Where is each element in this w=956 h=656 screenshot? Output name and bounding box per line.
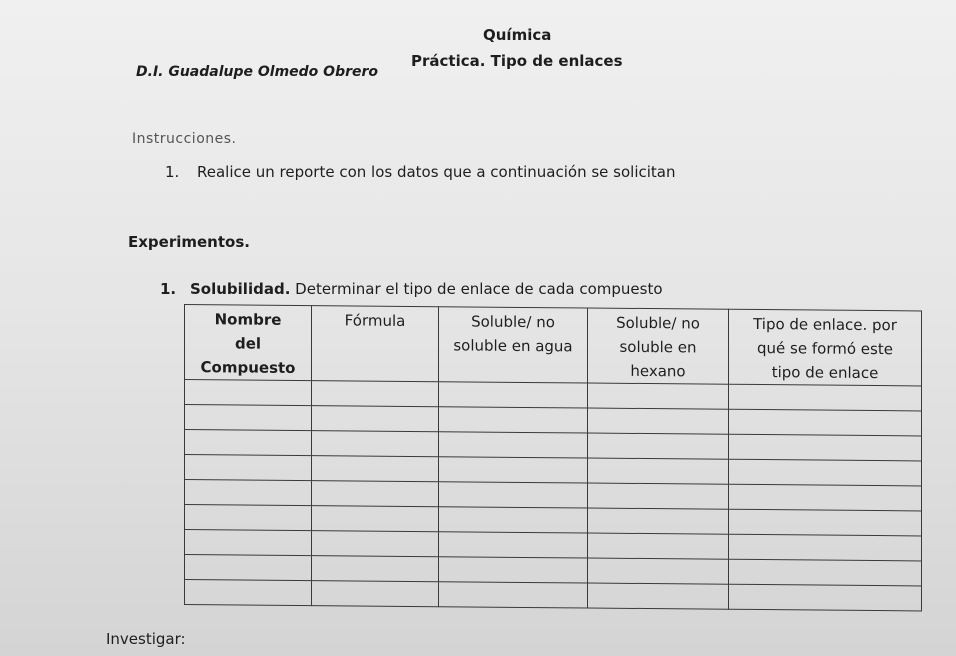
table-cell[interactable]	[588, 583, 729, 609]
header-compound-name: Nombre del Compuesto	[185, 305, 312, 381]
solubility-number: 1.	[160, 280, 177, 298]
table-cell[interactable]	[729, 484, 922, 511]
table-cell[interactable]	[312, 581, 439, 607]
table-cell[interactable]	[312, 431, 439, 457]
investigar-label: Investigar:	[106, 630, 186, 648]
header-hexane-solubility: Soluble/ no soluble en hexano	[588, 308, 729, 384]
instruction-item	[165, 163, 676, 181]
table-cell[interactable]	[588, 433, 729, 459]
table-cell[interactable]	[439, 407, 588, 433]
header-formula: Fórmula	[312, 306, 439, 382]
table-cell[interactable]	[439, 582, 588, 608]
table-cell[interactable]	[729, 534, 922, 561]
table-cell[interactable]	[439, 432, 588, 458]
teacher-name: D.I. Guadalupe Olmedo Obrero	[136, 64, 379, 80]
header-water-solubility: Soluble/ no soluble en agua	[439, 307, 588, 383]
table-cell[interactable]	[312, 406, 439, 432]
solubility-table-container	[184, 304, 922, 605]
table-cell[interactable]	[439, 532, 588, 558]
table-cell[interactable]	[185, 430, 312, 456]
table-cell[interactable]	[185, 505, 312, 531]
instruction-number: 1.	[165, 163, 180, 181]
table-cell[interactable]	[312, 556, 439, 582]
table-cell[interactable]	[185, 380, 312, 406]
table-cell[interactable]	[439, 482, 588, 508]
table-cell[interactable]	[185, 405, 312, 431]
table-cell[interactable]	[729, 584, 922, 611]
table-cell[interactable]	[185, 480, 312, 506]
solubility-heading	[160, 280, 663, 298]
solubility-title: Solubilidad.	[190, 280, 291, 298]
table-cell[interactable]	[729, 509, 922, 536]
table-cell[interactable]	[312, 381, 439, 407]
table-cell[interactable]	[185, 530, 312, 556]
table-cell[interactable]	[439, 382, 588, 408]
table-cell[interactable]	[312, 456, 439, 482]
table-row	[185, 580, 922, 611]
experiments-heading: Experimentos.	[128, 233, 250, 251]
table-header-row	[185, 305, 922, 386]
table-cell[interactable]	[588, 458, 729, 484]
instruction-text: Realice un reporte con los datos que a continuación se solicitan	[197, 163, 676, 181]
table-cell[interactable]	[588, 558, 729, 584]
table-cell[interactable]	[588, 508, 729, 534]
table-cell[interactable]	[729, 409, 922, 436]
table-cell[interactable]	[439, 507, 588, 533]
table-cell[interactable]	[439, 457, 588, 483]
subject-title: Química	[483, 26, 552, 44]
header-bond-type: Tipo de enlace. por qué se formó este tipo de enlace	[729, 309, 922, 386]
table-cell[interactable]	[312, 531, 439, 557]
instructions-heading: Instrucciones.	[132, 131, 237, 147]
solubility-text: Determinar el tipo de enlace de cada compuesto	[295, 280, 663, 298]
table-cell[interactable]	[729, 384, 922, 411]
table-cell[interactable]	[729, 559, 922, 586]
practice-title: Práctica. Tipo de enlaces	[411, 52, 623, 70]
table-cell[interactable]	[312, 481, 439, 507]
table-cell[interactable]	[439, 557, 588, 583]
table-cell[interactable]	[588, 483, 729, 509]
table-cell[interactable]	[588, 408, 729, 434]
table-cell[interactable]	[185, 580, 312, 606]
table-cell[interactable]	[185, 555, 312, 581]
table-cell[interactable]	[729, 459, 922, 486]
table-cell[interactable]	[588, 383, 729, 409]
table-cell[interactable]	[588, 533, 729, 559]
table-cell[interactable]	[729, 434, 922, 461]
solubility-table	[184, 304, 922, 611]
table-cell[interactable]	[185, 455, 312, 481]
table-cell[interactable]	[312, 506, 439, 532]
